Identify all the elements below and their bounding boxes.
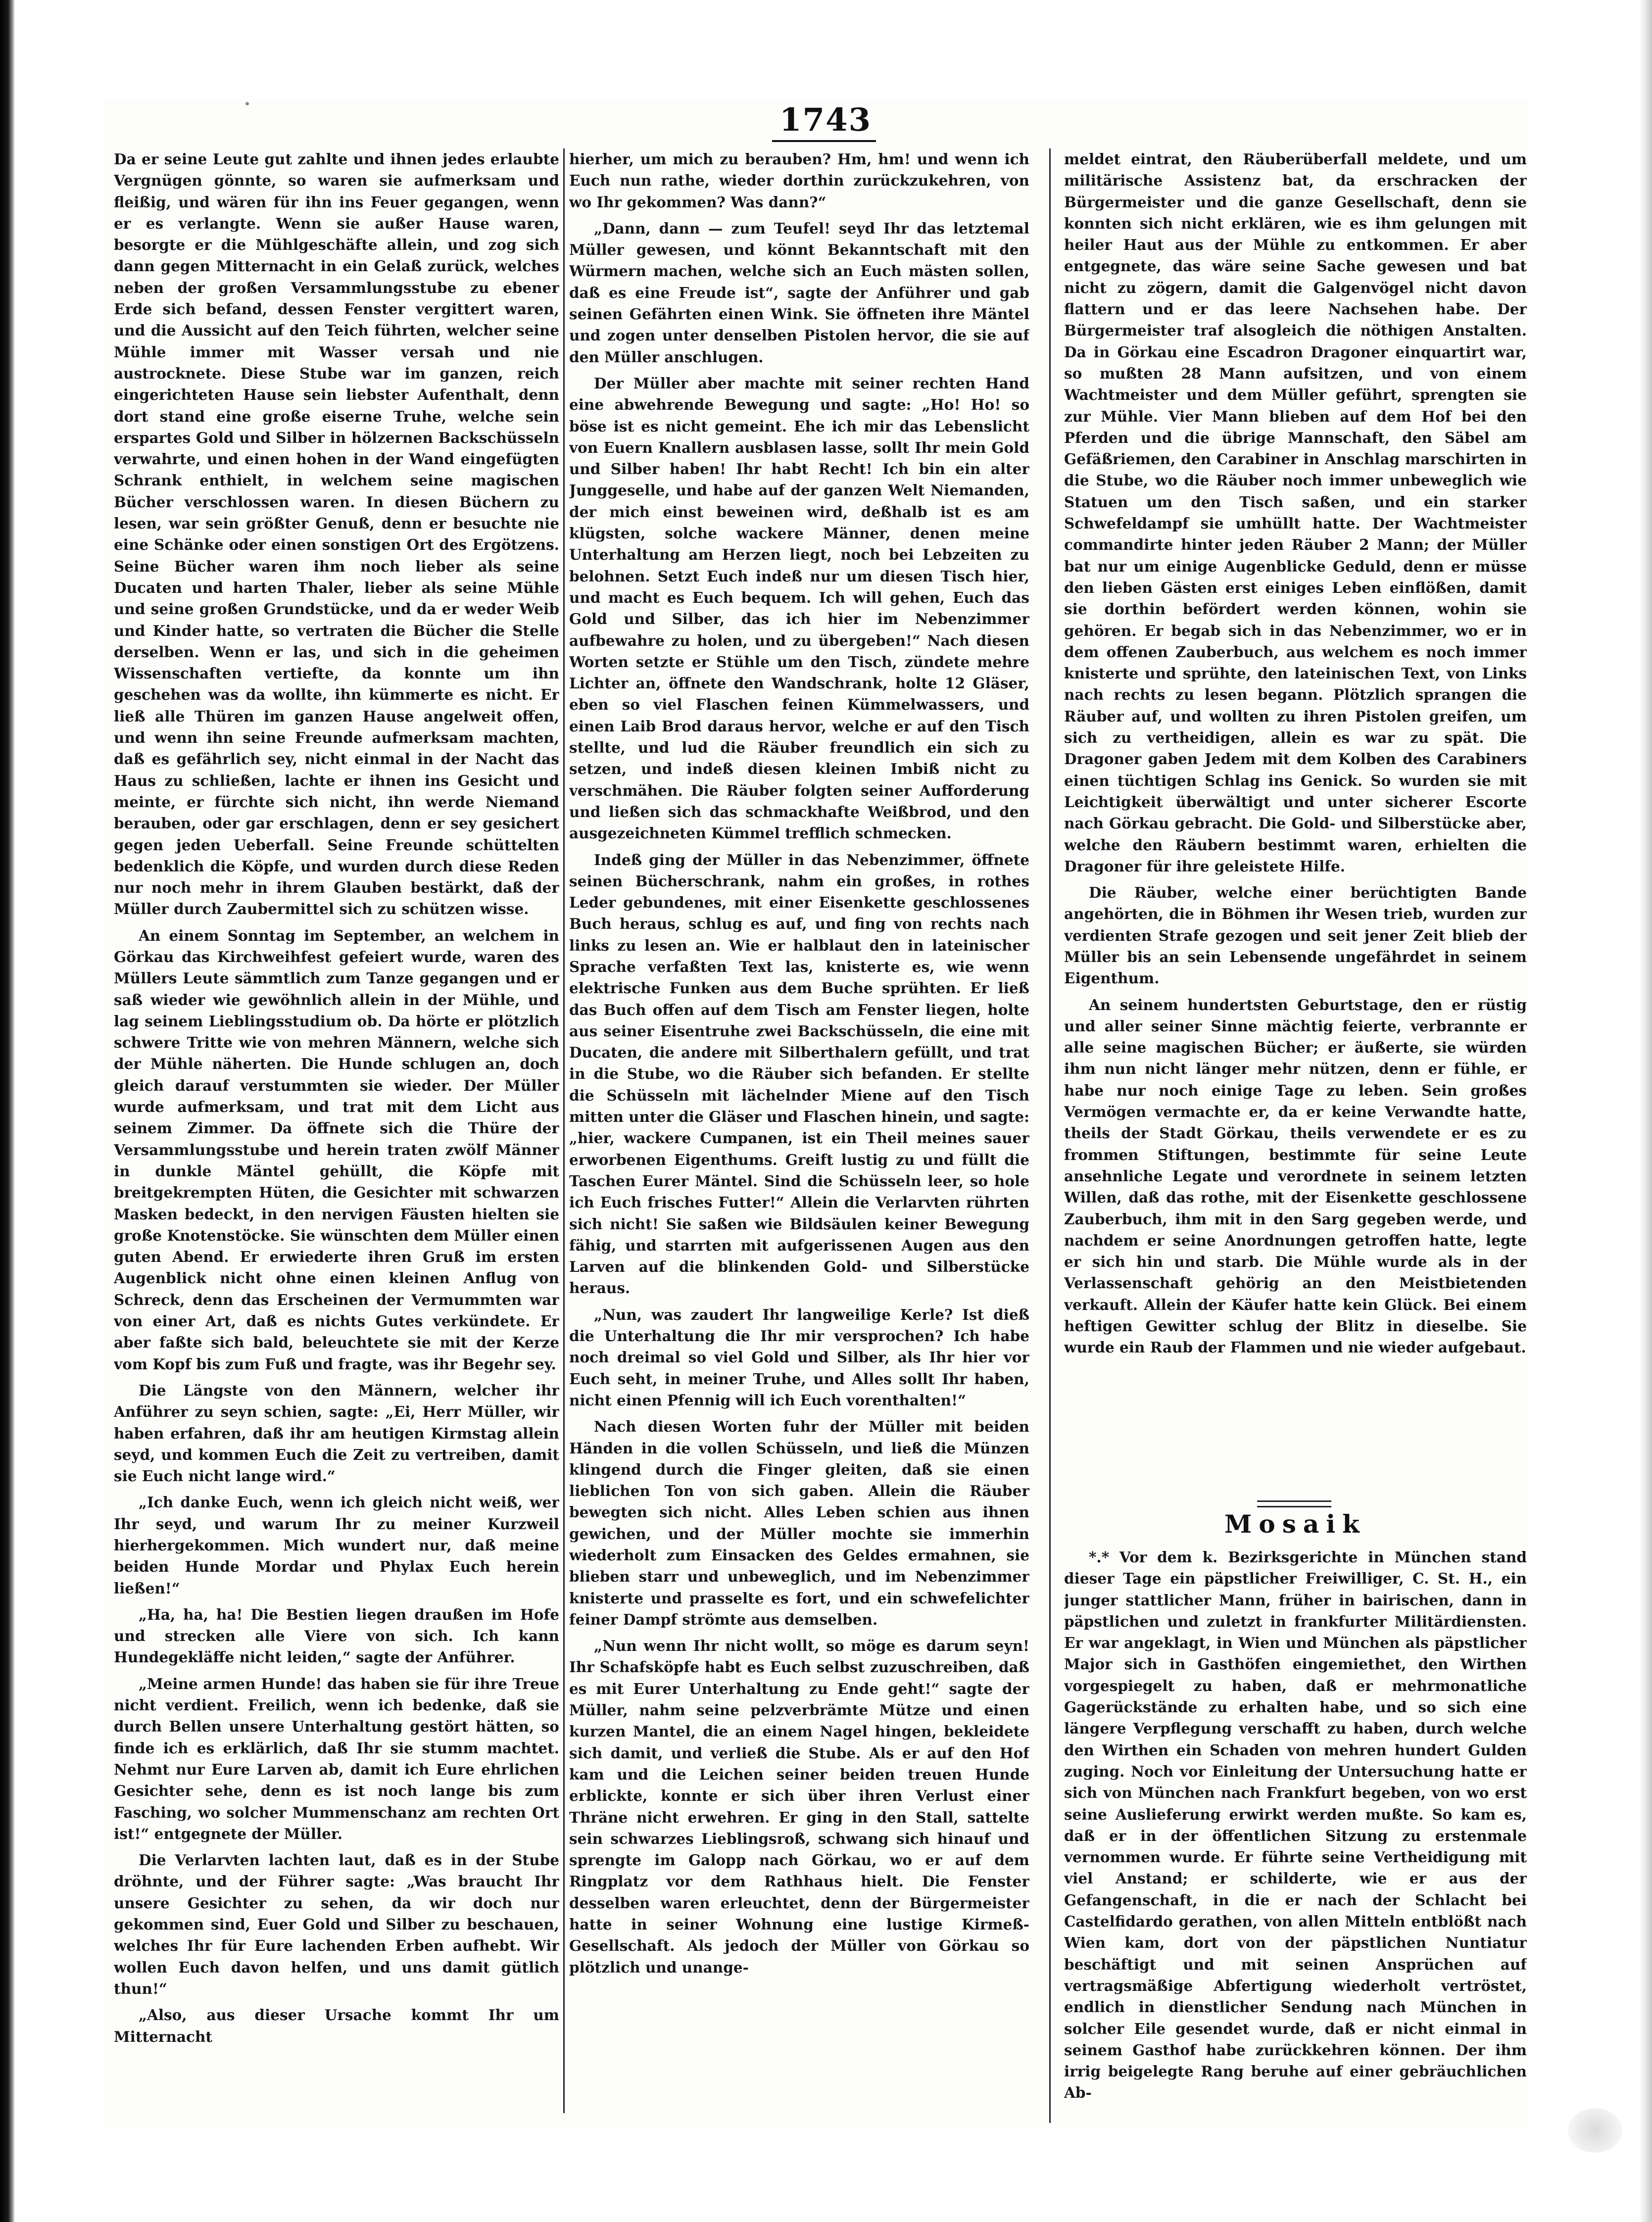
- paper-stain: [1568, 2108, 1622, 2153]
- paragraph: An seinem hundertsten Geburtstage, den er rüstig und aller seiner Sinne mächtig feierte, verbrannte er alle seine magischen Bücher; er äußerte, sie würden ihm nun nicht länger mehr nützen, denn er fühle, er habe nur noch einige Tage zu leben. Sein großes Vermögen vermachte er, da er keine Verwandte hatte, theils der Stadt Görkau, theils verwendete er es zu frommen Stiftungen, bestimmte für seine Leute ansehnliche Legate und verordnete in seinem letzten Willen, daß das rothe, mit der Eisenkette geschlossene Zauberbuch, ihm mit in den Sarg gegeben werde, und nachdem er seine Anordnungen getroffen hatte, legte er sich hin und starb. Die Mühle wurde als in der Verlassenschaft gehörig an den Meistbietenden verkauft. Allein der Käufer hatte kein Glück. Bei einem heftigen Gewitter schlug der Blitz in dieselbe. Sie wurde ein Raub der Flammen und nie wieder aufgebaut.: [1064, 996, 1527, 1356]
- paragraph: „Nun wenn Ihr nicht wollt, so möge es darum seyn! Ihr Schafsköpfe habt es Euch selbst zuzuschreiben, daß es mit Eurer Unterhaltung zu Ende geht!“ sagte der Müller, nahm seine pelzverbrämte Mütze und einen kurzen Mantel, die an einem Nagel hingen, bekleidete sich damit, und verließ die Stube. Als er auf den Hof kam und die Leichen seiner beiden treuen Hunde erblickte, konnte er sich über ihren Verlust einer Thräne nicht erwehren. Er ging in den Stall, sattelte sein schwarzes Lieblingsroß, schwang sich hinauf und sprengte im Galopp nach Görkau, wo er auf dem Ringplatz vor dem Rathhaus hielt. Die Fenster desselben waren erleuchtet, denn der Bürgermeister hatte in seiner Wohnung eine lustige Kirmeß-Gesellschaft. Als jedoch der Müller von Görkau so plötzlich und unange-: [569, 1637, 1029, 1976]
- paragraph: *.* Vor dem k. Bezirksgerichte in München stand dieser Tage ein päpstlicher Freiwilliger, C. St. H., ein junger stattlicher Mann, früher in bairischen, dann in päpstlichen und zuletzt in frankfurter Militärdiensten. Er war angeklagt, in Wien und München als päpstlicher Major sich in Gasthöfen eingemiethet, den Wirthen vorgespiegelt zu haben, daß er mehrmonatliche Gagerückstände zu erhalten habe, und so sich eine längere Verpflegung verschafft zu haben, durch welche den Wirthen ein Schaden von mehren hundert Gulden zuging. Noch vor Einleitung der Untersuchung hatte er sich von München nach Frankfurt begeben, von wo erst seine Auslieferung erwirkt werden mußte. So kam es, daß er in der öffentlichen Sitzung zu erstenmale vernommen wurde. Er führte seine Vertheidigung mit viel Anstand; er schilderte, wie er aus der Gefangenschaft, in die er nach der Schlacht bei Castelfidardo gerathen, von allen Mitteln entblößt nach Wien kam, dort von der päpstlichen Nuntiatur beschäftigt und mit seinen Ansprüchen auf vertragsmäßige Abfertigung wiederholt vertröstet, endlich in dienstlicher Sendung nach München in solcher Eile gesendet wurde, daß er nicht einmal in seinem Gasthof habe zurückkehren können. Der ihm irrig beigelegte Rang beruhe auf einer gebräuchlichen Ab-: [1064, 1548, 1527, 2102]
- scan-edge-left: [0, 0, 15, 2222]
- ink-speck: [245, 102, 249, 105]
- paragraph: „Dann, dann — zum Teufel! seyd Ihr das letztemal Müller gewesen, und könnt Bekanntschaft mit den Würmern machen, welche sich an Euch mästen sollen, daß es eine Freude ist“, sagte der Anführer und gab seinen Gefährten einen Wink. Sie öffneten ihre Mäntel und zogen unter denselben Pistolen hervor, die sie auf den Müller anschlugen.: [569, 219, 1029, 366]
- paragraph: Da er seine Leute gut zahlte und ihnen jedes erlaubte Vergnügen gönnte, so waren sie aufmerksam und fleißig, und wären für ihn ins Feuer gegangen, wenn er es verlangte. Wenn sie außer Hause waren, besorgte er die Mühlgeschäfte allein, und zog sich dann gegen Mitternacht in ein Gelaß zurück, welches neben der großen Versammlungsstube zu ebener Erde sich befand, dessen Fenster vergittert waren, und die Aussicht auf den Teich führten, welcher seine Mühle immer mit Wasser versah und nie austrocknete. Diese Stube war im ganzen, reich eingerichteten Hause sein liebster Aufenthalt, denn dort stand eine große eiserne Truhe, welche sein erspartes Gold und Silber in hölzernen Backschüsseln verwahrte, und einen hohen in der Wand eingefügten Schrank enthielt, in welchem seine magischen Bücher verschlossen waren. In diesen Büchern zu lesen, war sein größter Genuß, denn er besuchte nie eine Schänke oder einen sonstigen Ort des Ergötzens. Seine Bücher waren ihm noch lieber als seine Ducaten und harten Thaler, lieber als seine Mühle und seine großen Grundstücke, und da er weder Weib und Kinder hatte, so vertraten die Bücher die Stelle derselben. Wenn er las, und sich in die geheimen Wissenschaften vertiefte, da konnte um ihn geschehen was da wollte, ihn kümmerte es nicht. Er ließ alle Thüren im ganzen Hause angelweit offen, und wenn ihn seine Freunde aufmerksam machten, daß es gefährlich sey, nicht einmal in der Nacht das Haus zu schließen, lachte er ihnen ins Gesicht und meinte, er fürchte sich nicht, ihn werde Niemand berauben, oder gar erschlagen, denn er sey gesichert gegen jeden Ueberfall. Seine Freunde schüttelten bedenklich die Köpfe, und wurden durch diese Reden nur noch mehr in ihrem Glauben bestärkt, daß der Müller durch Zaubermittel sich zu schützen wisse.: [114, 150, 559, 918]
- paragraph: Die Räuber, welche einer berüchtigten Bande angehörten, die in Böhmen ihr Wesen trieb, wurden zur verdienten Strafe gezogen und seit jener Zeit blieb der Müller bis an sein Lebensende ungefährdet in seinem Eigenthum.: [1064, 884, 1527, 987]
- paragraph: Nach diesen Worten fuhr der Müller mit beiden Händen in die vollen Schüsseln, und ließ die Münzen klingend durch die Finger gleiten, daß sie einen lieblichen Ton von sich gaben. Allein die Räuber bewegten sich nicht. Alles Leben schien aus ihnen gewichen, und der Müller mochte sie immerhin wiederholt zum Einsacken des Geldes ermahnen, sie blieben starr und unbeweglich, und im Nebenzimmer knisterte und prasselte es fort, und ein schwefelichter feiner Dampf strömte aus demselben.: [569, 1418, 1029, 1628]
- section-divider: [1257, 1500, 1331, 1507]
- paragraph: „Meine armen Hunde! das haben sie für ihre Treue nicht verdient. Freilich, wenn ich bedenke, daß sie durch Bellen unsere Unterhaltung gestört hätten, so finde ich es erklärlich, daß Ihr sie stumm machtet. Nehmt nur Eure Larven ab, damit ich Eure ehrlichen Gesichter sehe, denn es ist noch lange bis zum Fasching, wo solcher Mummenschanz am rechten Ort ist!“ entgegnete der Müller.: [114, 1675, 559, 1842]
- paragraph: „Nun, was zaudert Ihr langweilige Kerle? Ist dieß die Unterhaltung die Ihr mir versprochen? Ich habe noch dreimal so viel Gold und Silber, als Ihr hier vor Euch seht, in meiner Truhe, und Alles sollt Ihr haben, nicht einen Pfennig will ich Euch vorenthalten!“: [569, 1305, 1029, 1409]
- paragraph: Die Längste von den Männern, welcher ihr Anführer zu seyn schien, sagte: „Ei, Herr Müller, wir haben erfahren, daß ihr am heutigen Kirmstag allein seyd, und kommen Euch die Zeit zu vertreiben, damit sie Euch nicht lange wird.“: [114, 1381, 559, 1485]
- paragraph: „Also, aus dieser Ursache kommt Ihr um Mitternacht: [114, 2006, 559, 2045]
- column-divider: [563, 148, 565, 2113]
- paragraph: An einem Sonntag im September, an welchem in Görkau das Kirchweihfest gefeiert wurde, waren des Müllers Leute sämmtlich zum Tanze gegangen und er saß wieder wie gewöhnlich allein in der Mühle, und lag seinem Lieblingsstudium ob. Da hörte er plötzlich schwere Tritte wie von mehren Männern, welche sich der Mühle näherten. Die Hunde schlugen an, doch gleich darauf verstummten sie wieder. Der Müller wurde aufmerksam, und trat mit dem Licht aus seinem Zimmer. Da öffnete sich die Thüre der Versammlungsstube und herein traten zwölf Männer in dunkle Mäntel gehüllt, die Köpfe mit breitgekrempten Hüten, die Gesichter mit schwarzen Masken bedeckt, in den nervigen Fäusten hielten sie große Knotenstöcke. Sie wünschten dem Müller einen guten Abend. Er erwiederte ihren Gruß im ersten Augenblick nicht ohne einen kleinen Anflug von Schreck, denn das Erscheinen der Vermummten war von einer Art, daß es nichts Gutes verkündete. Er aber faßte sich bald, beleuchtete sie mit der Kerze vom Kopf bis zum Fuß und fragte, was ihr Begehr sey.: [114, 926, 559, 1373]
- paragraph: Indeß ging der Müller in das Nebenzimmer, öffnete seinen Bücherschrank, nahm ein großes, in rothes Leder gebundenes, mit einer Eisenkette geschlossenes Buch heraus, schlug es auf, und fing von rechts nach links zu lesen an. Wie er halblaut den in lateinischer Sprache verfaßten Text las, knisterte es, wie wenn elektrische Funken aus dem Buche sprühten. Er ließ das Buch offen auf dem Tisch am Fenster liegen, holte aus seiner Eisentruhe zwei Backschüsseln, die eine mit Ducaten, die andere mit Silberthalern gefüllt, und trat in die Stube, wo die Räuber sich befanden. Er stellte die Schüsseln mit lächelnder Miene auf den Tisch mitten unter die Gläser und Flaschen hinein, und sagte: „hier, wackere Cumpanen, ist ein Theil meines sauer erworbenen Eigenthums. Greift lustig zu und füllt die Taschen Eurer Mäntel. Sind die Schüsseln leer, so hole ich Euch frisches Futter!“ Allein die Verlarvten rührten sich nicht! Sie saßen wie Bildsäulen keiner Bewegung fähig, und starrten mit aufgerissenen Augen aus den Larven auf die blinkenden Gold- und Silberstücke heraus.: [569, 851, 1029, 1297]
- paragraph: Die Verlarvten lachten laut, daß es in der Stube dröhnte, und der Führer sagte: „Was braucht Ihr unsere Gesichter zu sehen, da wir doch nur gekommen sind, Euer Gold und Silber zu beschauen, welches Ihr für Eure lachenden Erben aufhebt. Wir wollen Euch davon helfen, und uns damit gütlich thun!“: [114, 1851, 559, 1997]
- scan-edge-right: [1639, 0, 1652, 2222]
- mosaik-text: [1064, 1546, 1527, 2160]
- paragraph: „Ich danke Euch, wenn ich gleich nicht weiß, wer Ihr seyd, und warum Ihr zu meiner Kurzweil hierhergekommen. Mich wundert nur, daß meine beiden Hunde Mordar und Phylax Euch herein ließen!“: [114, 1494, 559, 1597]
- text-column-left: [114, 148, 559, 2138]
- page-number-underline: [772, 140, 876, 142]
- text-column-right: [1064, 148, 1527, 1490]
- paragraph: meldet eintrat, den Räuberüberfall meldete, und um militärische Assistenz bat, da erschracken der Bürgermeister und die ganze Gesellschaft, denn sie konnten sich nicht erklären, wie es ihm gelungen mit heiler Haut aus der Mühle zu entkommen. Er aber entgegnete, das wäre seine Sache gewesen und bat nicht zu zögern, damit die Galgenvögel nicht davon flattern und er das leere Nachsehen habe. Der Bürgermeister traf alsogleich die nöthigen Anstalten. Da in Görkau eine Escadron Dragoner einquartirt war, so mußten 28 Mann aufsitzen, und von einem Wachtmeister und dem Müller geführt, sprengten sie zur Mühle. Vier Mann blieben auf dem Hof bei den Pferden und die übrige Mannschaft, den Säbel am Gefäßriemen, den Carabiner in Anschlag marschirten in die Stube, wo die Räuber noch immer unbeweglich wie Statuen um den Tisch saßen, und ein starker Schwefeldampf sie umhüllt hatte. Der Wachtmeister commandirte hinter jeden Räuber 2 Mann; der Müller bat nur um einige Augenblicke Geduld, denn er müsse den lieben Gästen erst einiges Leben einflößen, damit sie dorthin befördert werden können, wohin sie gehören. Er begab sich in das Nebenzimmer, wo er in dem offenen Zauberbuch, aus welchem es noch immer knisterte und sprühte, den lateinischen Text, von Links nach rechts zu lesen begann. Plötzlich sprangen die Räuber auf, und wollten zu ihren Pistolen greifen, um sich zu vertheidigen, allein es war zu spät. Die Dragoner gaben Jedem mit dem Kolben des Carabiners einen tüchtigen Schlag ins Genick. So wurden sie mit Leichtigkeit überwältigt und unter sicherer Escorte nach Görkau gebracht. Die Gold- und Silberstücke aber, welche den Räubern bestimmt waren, erhielten die Dragoner für ihre geleistete Hilfe.: [1064, 150, 1527, 875]
- text-column-middle: [569, 148, 1029, 2138]
- section-heading: Mosaik: [1224, 1509, 1366, 1539]
- paragraph: Der Müller aber machte mit seiner rechten Hand eine abwehrende Bewegung und sagte: „Ho! Ho! so böse ist es nicht gemeint. Ehe ich mir das Lebenslicht von Euern Knallern ausblasen lasse, sollt Ihr mein Gold und Silber haben! Ihr habt Recht! Ich bin ein alter Junggeselle, und habe auf der ganzen Welt Niemanden, der mich einst beweinen wird, deßhalb ist es am klügsten, solche wackere Männer, denen meine Unterhaltung am Herzen liegt, noch bei Lebzeiten zu belohnen. Setzt Euch indeß nur um diesen Tisch hier, und macht es Euch bequem. Ich will gehen, Euch das Gold und Silber, das ich hier im Nebenzimmer aufbewahre zu holen, und zu übergeben!“ Nach diesen Worten setzte er Stühle um den Tisch, zündete mehre Lichter an, öffnete den Wandschrank, holte 12 Gläser, eben so viel Flaschen feinen Kümmelwassers, und einen Laib Brod daraus hervor, welche er auf den Tisch stellte, und lud die Räuber freundlich ein sich zu setzen, und indeß diesen kleinen Imbiß nicht zu verschmähen. Die Räuber folgten seiner Aufforderung und ließen sich das schmackhafte Weißbrod, und den ausgezeichneten Kümmel trefflich schmecken.: [569, 374, 1029, 842]
- paragraph: „Ha, ha, ha! Die Bestien liegen draußen im Hofe und strecken alle Viere von sich. Ich kann Hundegekläffe nicht leiden,“ sagte der Anführer.: [114, 1605, 559, 1666]
- column-divider: [1049, 148, 1051, 2123]
- paragraph: hierher, um mich zu berauben? Hm, hm! und wenn ich Euch nun rathe, wieder dorthin zurückzukehren, von wo Ihr gekommen? Was dann?“: [569, 150, 1029, 211]
- page-number: 1743: [779, 101, 872, 139]
